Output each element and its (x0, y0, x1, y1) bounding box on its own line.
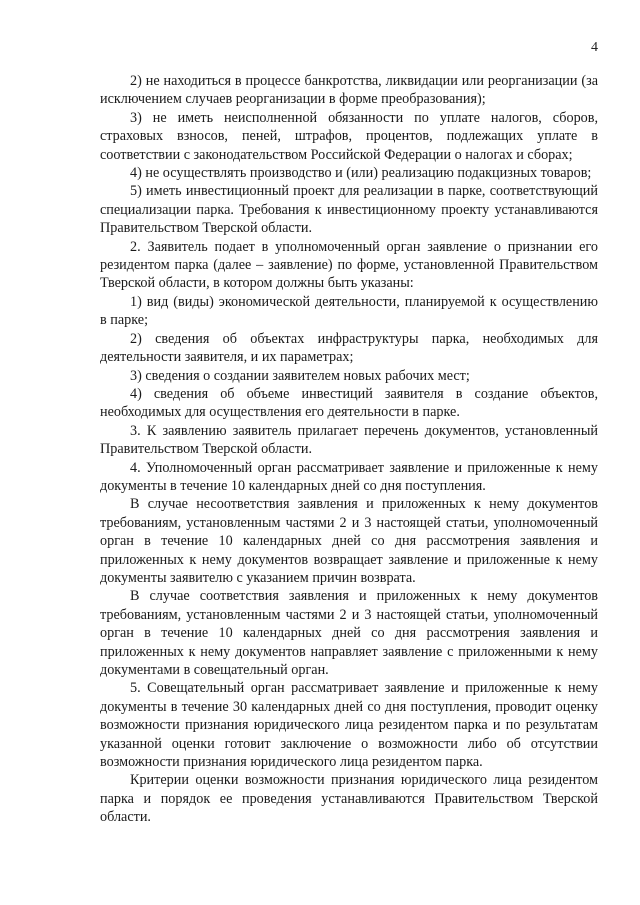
paragraph: 4. Уполномоченный орган рассматривает заявление и приложенные к нему документы в течение 10 календарных дней со дня поступления. (100, 459, 598, 494)
paragraph: 4) сведения об объеме инвестиций заявителя в создание объектов, необходимых для осуществления его деятельности в парке. (100, 385, 598, 421)
paragraph: Критерии оценки возможности признания юридического лица резидентом парка и порядок ее проведения устанавливаются Правительством Тверской области. (100, 772, 598, 826)
paragraph: 2) сведения об объектах инфраструктуры парка, необходимых для деятельности заявителя, и их параметрах; (100, 330, 598, 366)
paragraph: 4) не осуществлять производство и (или) реализацию подакцизных товаров; (130, 165, 592, 182)
document-body (100, 72, 598, 827)
paragraph: 5) иметь инвестиционный проект для реализации в парке, соответствующий специализации парка. Требования к инвестиционному проекту устанавливаются Правительством Тверской области. (100, 183, 598, 237)
paragraph: 1) вид (виды) экономической деятельности, планируемой к осуществлению в парке; (100, 293, 598, 329)
paragraph: В случае несоответствия заявления и приложенных к нему документов требованиям, установленным частями 2 и 3 настоящей статьи, уполномоченный орган в течение 10 календарных дней со дня рассмотрения заявления и приложенных к нему документов возвращает заявление и приложенные к нему документы заявителю с указанием причин возврата. (100, 496, 598, 586)
paragraph: 2) не находиться в процессе банкротства, ликвидации или реорганизации (за исключением случаев реорганизации в форме преобразования); (100, 73, 598, 108)
paragraph: 2. Заявитель подает в уполномоченный орган заявление о признании его резидентом парка (далее – заявление) по форме, установленной Правительством Тверской области, в котором должны быть указаны: (100, 238, 598, 292)
page-number: 4 (591, 40, 598, 55)
paragraph: 5. Совещательный орган рассматривает заявление и приложенные к нему документы в течение 30 календарных дней со дня поступления, проводит оценку возможности признания юридического лица резидентом парка и по результатам указанной оценки готовит заключение о возможности либо об отсутствии возможности признания юридического лица резидентом парка. (100, 680, 598, 771)
paragraph: 3. К заявлению заявитель прилагает перечень документов, установленный Правительством Тверской области. (100, 422, 598, 458)
paragraph: В случае соответствия заявления и приложенных к нему документов требованиям, установленным частями 2 и 3 настоящей статьи, уполномоченный орган в течение 10 календарных дней со дня рассмотрения заявления и приложенных к нему документов направляет заявление с приложенными к нему документами в совещательный орган. (100, 588, 598, 678)
paragraph: 3) сведения о создании заявителем новых рабочих мест; (130, 367, 470, 384)
paragraph: 3) не иметь неисполненной обязанности по уплате налогов, сборов, страховых взносов, пеней, штрафов, процентов, подлежащих уплате в соответствии с законодательством Российской Федерации о налогах и сборах; (100, 109, 598, 163)
